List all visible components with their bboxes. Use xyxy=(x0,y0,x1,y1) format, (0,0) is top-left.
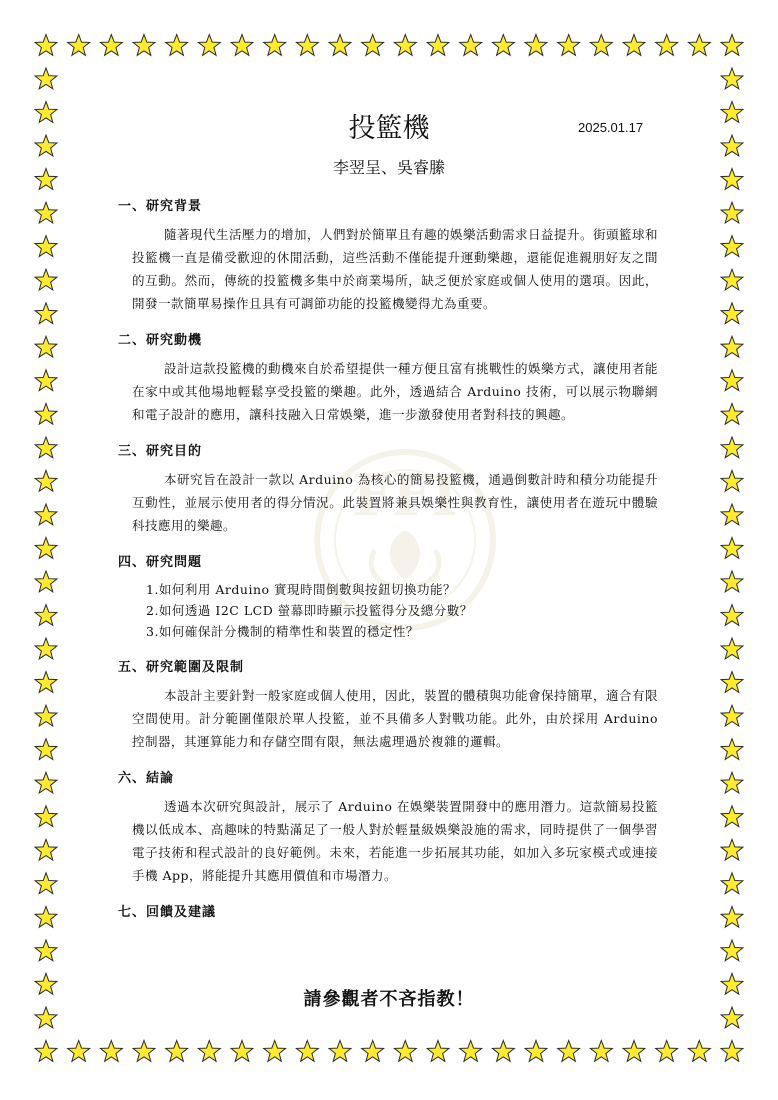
star-icon xyxy=(721,403,743,424)
star-icon xyxy=(460,1041,482,1062)
list-item: 1.如何利用 Arduino 實現時間倒數與按鈕切換功能？ xyxy=(146,582,457,597)
star-icon xyxy=(35,504,57,525)
star-icon xyxy=(35,236,57,257)
star-icon xyxy=(721,504,743,525)
star-icon xyxy=(35,269,57,290)
star-icon xyxy=(35,336,57,357)
star-icon xyxy=(721,35,743,56)
list-item: 2.如何透過 I2C LCD 螢幕即時顯示投籃得分及總分數？ xyxy=(146,603,473,618)
star-icon xyxy=(35,940,57,961)
star-icon xyxy=(427,1041,449,1062)
star-icon xyxy=(721,705,743,726)
section-paragraph: 本設計主要針對一般家庭或個人使用，因此，裝置的體積與功能會保持簡單，適合有限空間使用。計分範圍僅限於單人投籃，並不具備多人對戰功能。此外，由於採用 Arduino 控制器，其運算能力和存儲空間有限，無法處理過於複雜的邏輯。 xyxy=(132,688,659,749)
star-icon xyxy=(35,806,57,827)
star-icon xyxy=(35,35,57,56)
date-label: 2025.01.17 xyxy=(578,120,644,135)
section-paragraph: 透過本次研究與設計，展示了 Arduino 在娛樂裝置開發中的應用潛力。這款簡易投籃機以低成本、高趣味的特點滿足了一般人對於輕量級娛樂設施的需求，同時提供了一個學習電子技術和程式設計的良好範例。未來，若能進一步拓展其功能，如加入多玩家模式或連接手機 App，將能提升其應用價值和市場潛力。 xyxy=(132,799,658,883)
section-paragraph: 設計這款投籃機的動機來自於希望提供一種方便且富有挑戰性的娛樂方式，讓使用者能在家中或其他場地輕鬆享受投籃的樂趣。此外，透過結合 Arduino 技術，可以展示物聯網和電子設計的應用，讓科技融入日常娛樂，進一步激發使用者對科技的興趣。 xyxy=(132,361,659,422)
star-icon xyxy=(35,772,57,793)
star-icon xyxy=(296,1041,318,1062)
star-icon xyxy=(721,806,743,827)
star-icon xyxy=(362,35,384,56)
star-icon xyxy=(460,35,482,56)
star-icon xyxy=(362,1041,384,1062)
star-icon xyxy=(166,1041,188,1062)
star-icon xyxy=(264,35,286,56)
star-icon xyxy=(721,370,743,391)
section-heading: 一、研究背景 xyxy=(118,199,203,214)
star-icon xyxy=(35,571,57,592)
section-paragraph: 隨著現代生活壓力的增加，人們對於簡單且有趣的娛樂活動需求日益提升。街頭籃球和投籃機一直是備受歡迎的休閒活動，這些活動不僅能提升運動樂趣，還能促進親朋好友之間的互動。然而，傳統的投籃機多集中於商業場所，缺乏便於家庭或個人使用的選項。因此，開發一款簡單易操作且具有可調節功能的投籃機變得尤為重要。 xyxy=(132,227,659,311)
document-body xyxy=(118,195,658,934)
star-icon xyxy=(329,1041,351,1062)
star-icon xyxy=(721,1041,743,1062)
star-icon xyxy=(721,638,743,659)
star-icon xyxy=(721,906,743,927)
star-icon xyxy=(688,35,710,56)
section-heading: 二、研究動機 xyxy=(118,333,203,348)
closing-message: 請參觀者不吝指教！ xyxy=(303,989,475,1010)
page-title: 投籃機 xyxy=(348,113,430,144)
star-icon xyxy=(35,1041,57,1062)
star-icon xyxy=(688,1041,710,1062)
star-icon xyxy=(264,1041,286,1062)
star-icon xyxy=(721,772,743,793)
star-icon xyxy=(35,705,57,726)
section-purpose xyxy=(118,440,658,537)
star-icon xyxy=(35,470,57,491)
list-item: 3.如何確保計分機制的精準性和裝置的穩定性？ xyxy=(146,624,419,639)
section-motivation xyxy=(118,329,658,426)
star-icon xyxy=(721,336,743,357)
section-background xyxy=(118,195,658,315)
star-icon xyxy=(100,35,122,56)
star-icon xyxy=(35,739,57,760)
star-icon xyxy=(100,1041,122,1062)
star-icon xyxy=(721,437,743,458)
star-icon xyxy=(35,839,57,860)
star-icon xyxy=(492,1041,514,1062)
star-icon xyxy=(558,35,580,56)
star-icon xyxy=(721,236,743,257)
star-icon xyxy=(590,35,612,56)
star-icon xyxy=(35,437,57,458)
star-icon xyxy=(558,1041,580,1062)
star-icon xyxy=(656,1041,678,1062)
star-icon xyxy=(198,1041,220,1062)
section-heading: 三、研究目的 xyxy=(118,444,203,459)
star-icon xyxy=(623,1041,645,1062)
section-heading: 六、結論 xyxy=(118,771,175,786)
star-icon xyxy=(525,1041,547,1062)
star-icon xyxy=(68,1041,90,1062)
star-icon xyxy=(35,403,57,424)
question-list xyxy=(146,579,658,642)
section-feedback xyxy=(118,901,658,920)
star-icon xyxy=(427,35,449,56)
section-heading: 四、研究問題 xyxy=(118,555,203,570)
star-icon xyxy=(35,370,57,391)
star-icon xyxy=(525,35,547,56)
star-icon xyxy=(721,672,743,693)
section-heading: 五、研究範圍及限制 xyxy=(118,660,245,675)
star-icon xyxy=(623,35,645,56)
star-icon xyxy=(721,68,743,89)
star-icon xyxy=(721,839,743,860)
watermark-text: FFI xyxy=(352,463,458,529)
star-icon xyxy=(35,873,57,894)
star-icon xyxy=(721,739,743,760)
star-icon xyxy=(656,35,678,56)
star-icon xyxy=(296,35,318,56)
star-icon xyxy=(721,202,743,223)
section-scope xyxy=(118,656,658,753)
section-questions xyxy=(118,551,658,642)
star-icon xyxy=(35,202,57,223)
star-icon xyxy=(231,35,253,56)
star-icon xyxy=(133,35,155,56)
star-icon xyxy=(721,470,743,491)
star-icon xyxy=(721,571,743,592)
star-icon xyxy=(329,35,351,56)
section-conclusion xyxy=(118,767,658,887)
authors: 李翌呈、吳睿縢 xyxy=(332,158,445,177)
star-icon xyxy=(35,605,57,626)
star-icon xyxy=(35,638,57,659)
star-icon xyxy=(35,538,57,559)
star-icon xyxy=(166,35,188,56)
section-heading: 七、回饋及建議 xyxy=(118,905,217,920)
star-icon xyxy=(721,605,743,626)
star-icon xyxy=(721,873,743,894)
star-icon xyxy=(198,35,220,56)
star-icon xyxy=(35,68,57,89)
star-icon xyxy=(231,1041,253,1062)
star-icon xyxy=(68,35,90,56)
section-paragraph: 本研究旨在設計一款以 Arduino 為核心的簡易投籃機，通過倒數計時和積分功能提升互動性，並展示使用者的得分情況。此裝置將兼具娛樂性與教育性，讓使用者在遊玩中體驗科技應用的樂趣。 xyxy=(132,472,658,533)
star-icon xyxy=(394,1041,416,1062)
star-icon xyxy=(394,35,416,56)
star-icon xyxy=(721,940,743,961)
star-icon xyxy=(590,1041,612,1062)
star-icon xyxy=(721,269,743,290)
star-icon xyxy=(133,1041,155,1062)
star-icon xyxy=(35,672,57,693)
star-icon xyxy=(492,35,514,56)
star-icon xyxy=(35,303,57,324)
document-header xyxy=(0,100,778,190)
star-icon xyxy=(35,906,57,927)
star-icon xyxy=(721,538,743,559)
star-icon xyxy=(721,303,743,324)
